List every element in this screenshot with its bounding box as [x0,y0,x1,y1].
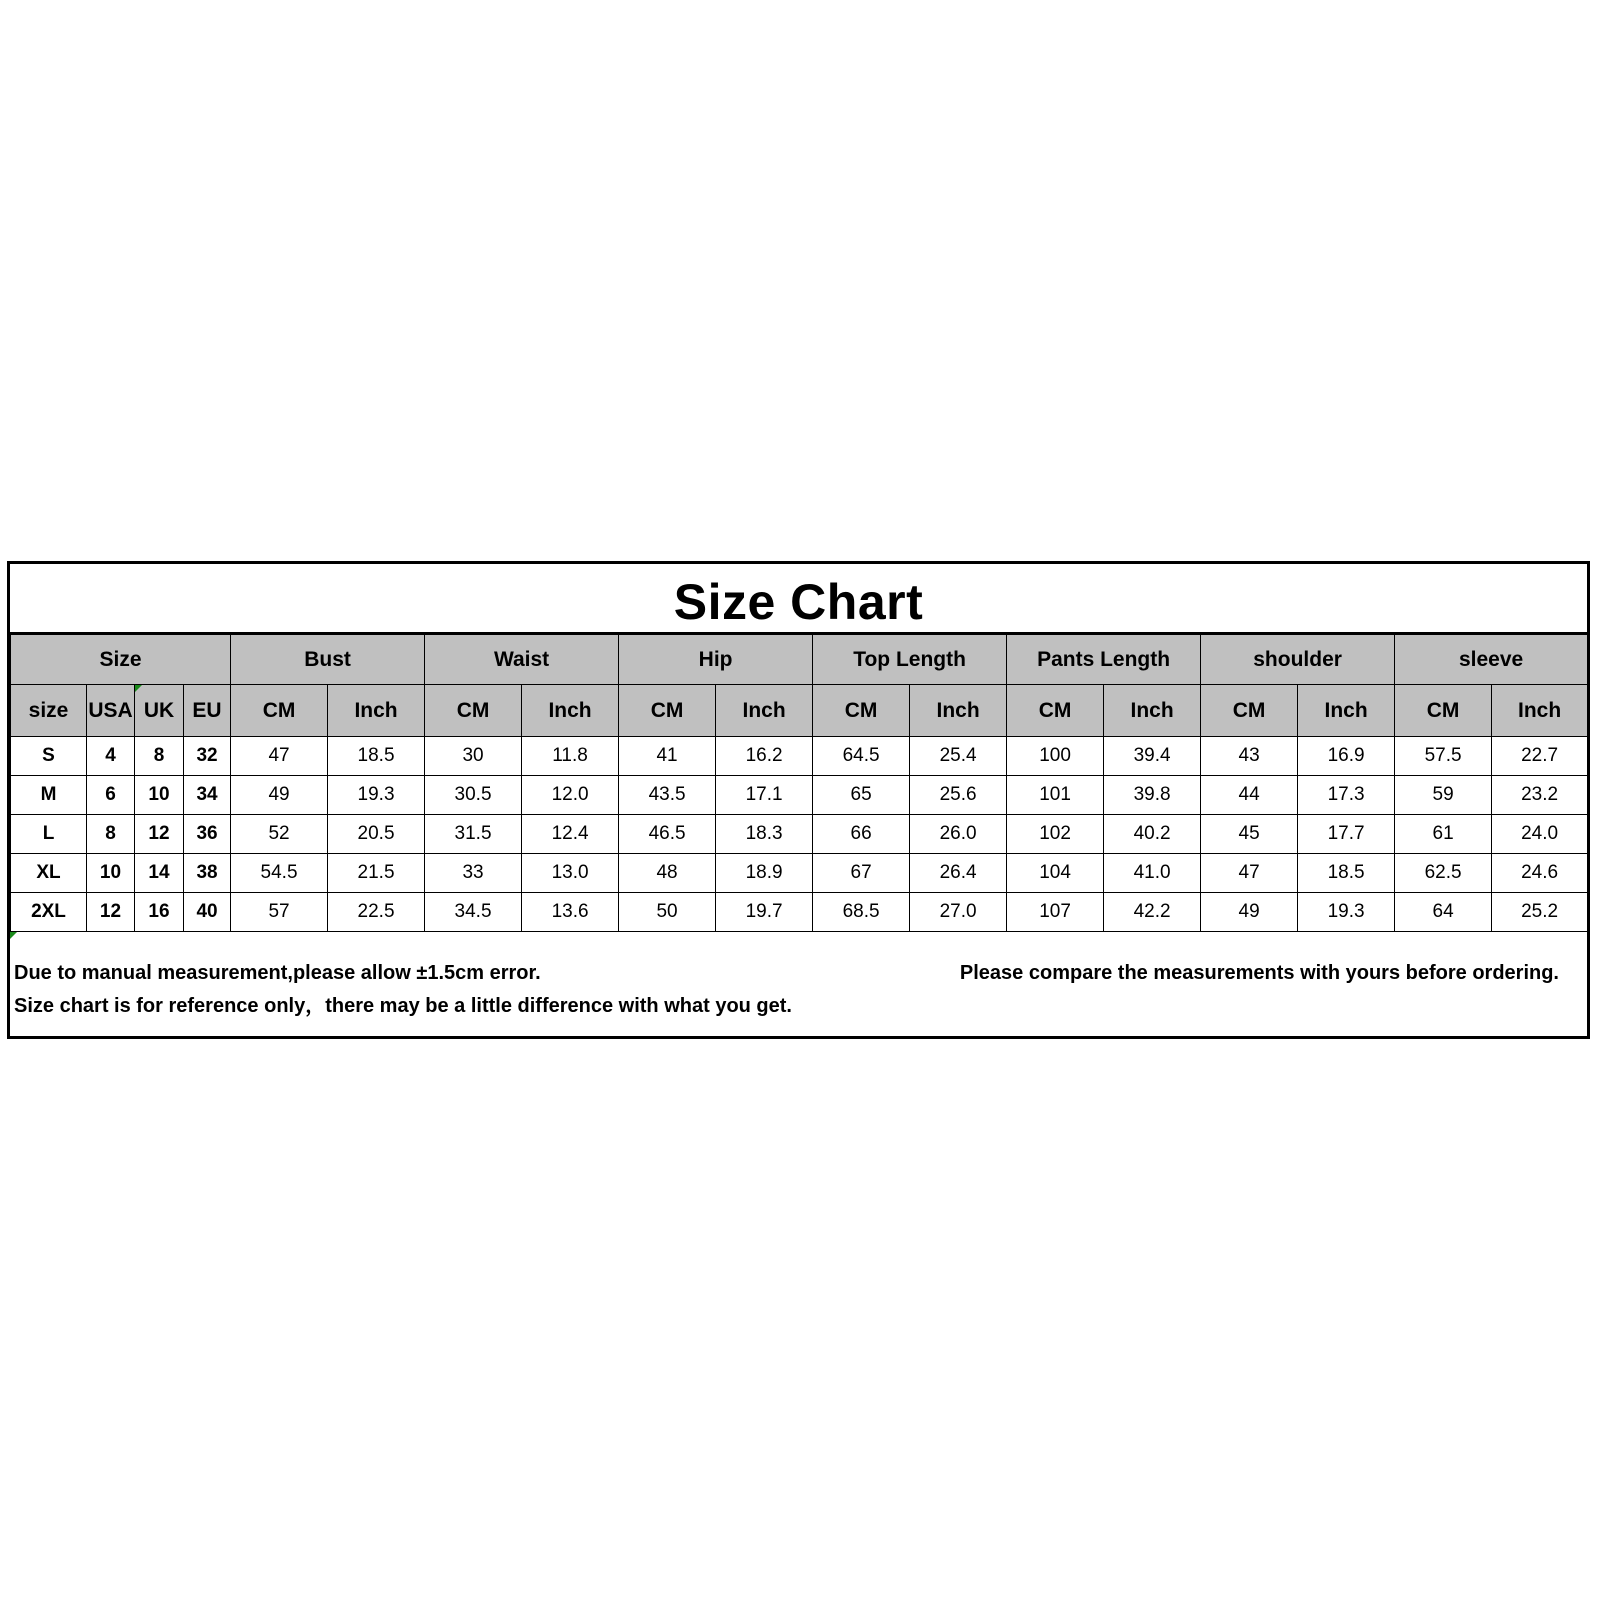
group-header-shoulder: shoulder [1201,635,1395,685]
cell-usa: 6 [87,776,135,815]
cell-uk: 14 [135,854,184,893]
cell-eu: 36 [184,815,231,854]
cell-top-in: 25.4 [910,737,1007,776]
unit-inch: Inch [1298,685,1395,737]
cell-bust-cm: 49 [231,776,328,815]
unit-cm: CM [813,685,910,737]
cell-shoulder-in: 19.3 [1298,893,1395,932]
cell-waist-in: 13.6 [522,893,619,932]
unit-cm: CM [619,685,716,737]
cell-shoulder-cm: 49 [1201,893,1298,932]
cell-pants-in: 41.0 [1104,854,1201,893]
group-header-row [11,635,1588,685]
group-header-size: Size [11,635,231,685]
cell-pants-cm: 102 [1007,815,1104,854]
cell-waist-cm: 30.5 [425,776,522,815]
cell-top-cm: 65 [813,776,910,815]
subheader-uk: UK [135,685,184,737]
group-header-hip: Hip [619,635,813,685]
cell-hip-cm: 46.5 [619,815,716,854]
table-row [11,776,1588,815]
unit-header-row [11,685,1588,737]
chart-title: Size Chart [10,564,1587,634]
group-header-sleeve: sleeve [1395,635,1588,685]
cell-sleeve-in: 25.2 [1492,893,1588,932]
cell-sleeve-cm: 61 [1395,815,1492,854]
cell-bust-in: 21.5 [328,854,425,893]
cell-shoulder-in: 17.3 [1298,776,1395,815]
cell-waist-cm: 30 [425,737,522,776]
cell-bust-cm: 57 [231,893,328,932]
group-header-top-length: Top Length [813,635,1007,685]
cell-hip-in: 16.2 [716,737,813,776]
cell-waist-in: 11.8 [522,737,619,776]
unit-inch: Inch [328,685,425,737]
cell-size: M [11,776,87,815]
subheader-usa: USA [87,685,135,737]
subheader-size: size [11,685,87,737]
cell-bust-in: 18.5 [328,737,425,776]
cell-shoulder-cm: 45 [1201,815,1298,854]
cell-size: L [11,815,87,854]
cell-eu: 40 [184,893,231,932]
cell-hip-cm: 43.5 [619,776,716,815]
cell-shoulder-in: 16.9 [1298,737,1395,776]
cell-pants-in: 40.2 [1104,815,1201,854]
cell-shoulder-cm: 44 [1201,776,1298,815]
cell-top-cm: 67 [813,854,910,893]
cell-top-cm: 68.5 [813,893,910,932]
cell-comment-marker-icon [135,685,142,692]
cell-uk: 16 [135,893,184,932]
cell-comment-marker-icon [10,932,17,939]
cell-pants-in: 39.8 [1104,776,1201,815]
cell-hip-cm: 50 [619,893,716,932]
unit-cm: CM [231,685,328,737]
note-reference-only: Size chart is for reference only，there may be a little difference with what you get. [14,995,792,1017]
cell-eu: 32 [184,737,231,776]
cell-sleeve-cm: 59 [1395,776,1492,815]
cell-bust-in: 19.3 [328,776,425,815]
cell-sleeve-in: 24.0 [1492,815,1588,854]
cell-pants-cm: 101 [1007,776,1104,815]
cell-top-in: 27.0 [910,893,1007,932]
cell-shoulder-cm: 47 [1201,854,1298,893]
cell-usa: 8 [87,815,135,854]
unit-cm: CM [1201,685,1298,737]
cell-size: 2XL [11,893,87,932]
cell-hip-cm: 48 [619,854,716,893]
unit-inch: Inch [1492,685,1588,737]
cell-pants-cm: 107 [1007,893,1104,932]
note-compare-measurements: Please compare the measurements with yours before ordering. [959,962,1559,984]
cell-uk: 12 [135,815,184,854]
unit-inch: Inch [910,685,1007,737]
group-header-pants-length: Pants Length [1007,635,1201,685]
cell-pants-cm: 104 [1007,854,1104,893]
cell-hip-in: 17.1 [716,776,813,815]
size-chart-frame [7,561,1590,1039]
cell-top-in: 25.6 [910,776,1007,815]
cell-bust-cm: 52 [231,815,328,854]
group-header-waist: Waist [425,635,619,685]
cell-sleeve-cm: 62.5 [1395,854,1492,893]
cell-top-in: 26.4 [910,854,1007,893]
cell-bust-cm: 54.5 [231,854,328,893]
table-row [11,737,1588,776]
unit-inch: Inch [1104,685,1201,737]
cell-bust-cm: 47 [231,737,328,776]
unit-inch: Inch [522,685,619,737]
size-table [10,634,1588,932]
unit-cm: CM [425,685,522,737]
note-measurement-error: Due to manual measurement,please allow ±1.5cm error. [14,962,541,984]
cell-eu: 38 [184,854,231,893]
table-row [11,893,1588,932]
unit-inch: Inch [716,685,813,737]
cell-waist-in: 12.0 [522,776,619,815]
cell-bust-in: 22.5 [328,893,425,932]
cell-top-cm: 64.5 [813,737,910,776]
cell-sleeve-in: 23.2 [1492,776,1588,815]
cell-sleeve-cm: 64 [1395,893,1492,932]
cell-hip-in: 19.7 [716,893,813,932]
cell-size: XL [11,854,87,893]
subheader-eu: EU [184,685,231,737]
cell-sleeve-in: 22.7 [1492,737,1588,776]
cell-hip-cm: 41 [619,737,716,776]
cell-pants-in: 42.2 [1104,893,1201,932]
cell-usa: 12 [87,893,135,932]
cell-waist-in: 13.0 [522,854,619,893]
cell-shoulder-in: 17.7 [1298,815,1395,854]
notes-area [10,932,1587,1042]
cell-pants-cm: 100 [1007,737,1104,776]
cell-shoulder-cm: 43 [1201,737,1298,776]
cell-usa: 10 [87,854,135,893]
cell-pants-in: 39.4 [1104,737,1201,776]
cell-usa: 4 [87,737,135,776]
cell-waist-in: 12.4 [522,815,619,854]
cell-sleeve-cm: 57.5 [1395,737,1492,776]
cell-waist-cm: 33 [425,854,522,893]
cell-waist-cm: 31.5 [425,815,522,854]
unit-cm: CM [1395,685,1492,737]
cell-top-cm: 66 [813,815,910,854]
table-row [11,815,1588,854]
cell-uk: 8 [135,737,184,776]
cell-waist-cm: 34.5 [425,893,522,932]
table-body [11,635,1588,932]
cell-bust-in: 20.5 [328,815,425,854]
cell-hip-in: 18.9 [716,854,813,893]
table-row [11,854,1588,893]
cell-uk: 10 [135,776,184,815]
cell-shoulder-in: 18.5 [1298,854,1395,893]
group-header-bust: Bust [231,635,425,685]
cell-hip-in: 18.3 [716,815,813,854]
cell-eu: 34 [184,776,231,815]
cell-size: S [11,737,87,776]
cell-top-in: 26.0 [910,815,1007,854]
unit-cm: CM [1007,685,1104,737]
cell-sleeve-in: 24.6 [1492,854,1588,893]
